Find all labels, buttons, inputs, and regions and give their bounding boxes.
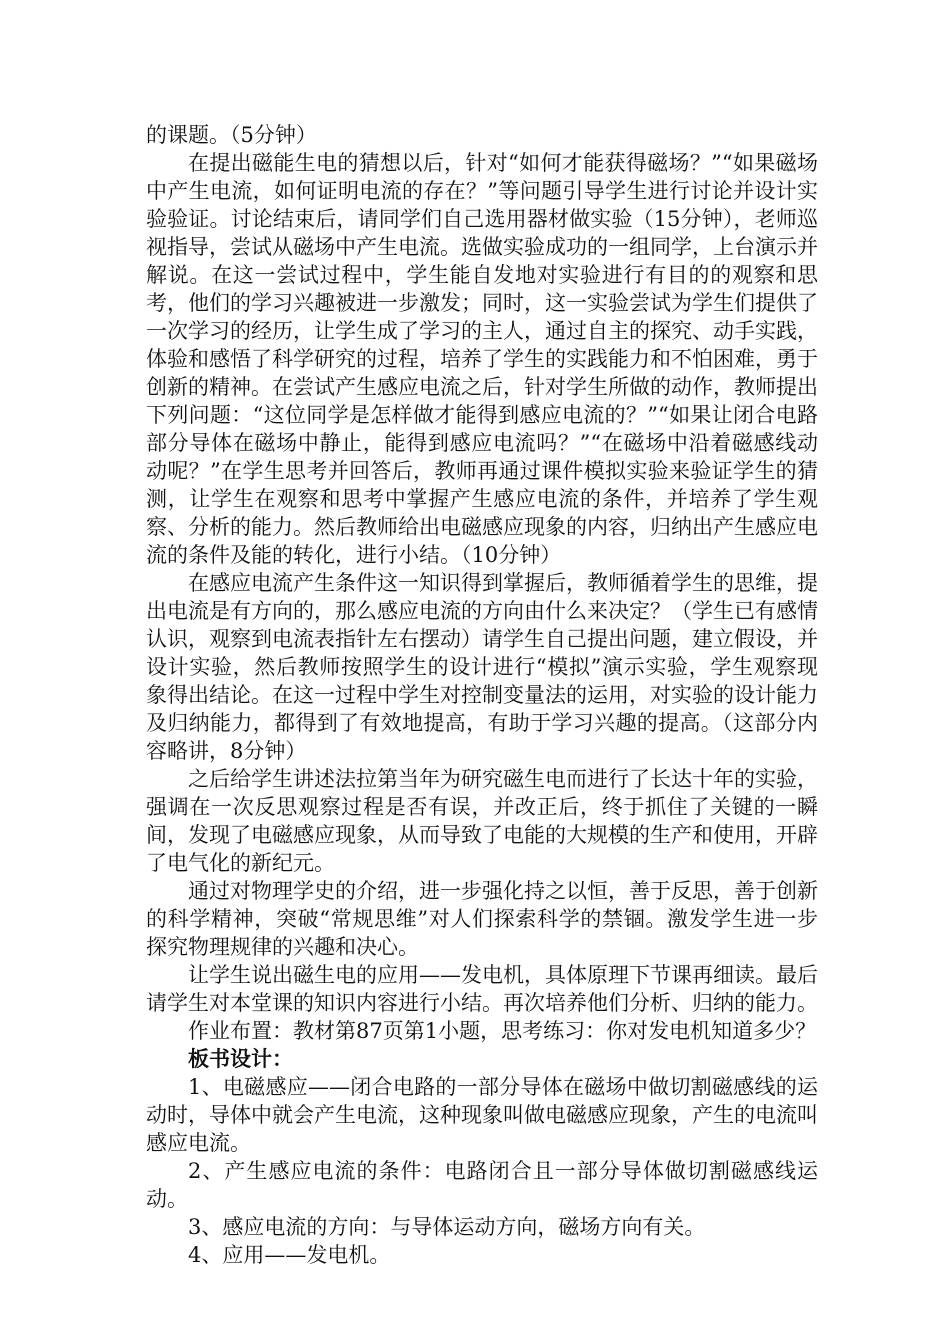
board-item-2: 2、产生感应电流的条件：电路闭合且一部分导体做切割磁感线运动。 [146, 1159, 818, 1211]
board-item-4: 4、应用——发电机。 [188, 1243, 391, 1267]
paragraph-faraday-history: 之后给学生讲述法拉第当年为研究磁生电而进行了长达十年的实验，强调在一次反思观察过程是否有误，并改正后，终于抓住了关键的一瞬间，发现了电磁感应现象，从而导致了电能的大规模的生产和使用，开辟了电气化的新纪元。 [146, 767, 818, 875]
paragraph-lesson-topic-end: 的课题。（5分钟） [146, 123, 317, 147]
paragraph-experiment-discussion: 在提出磁能生电的猜想以后，针对“如何才能获得磁场？”“如果磁场中产生电流，如何证明电流的存在？”等问题引导学生进行讨论并设计实验验证。讨论结束后，请同学们自己选用器材做实验（15分钟），老师巡视指导，尝试从磁场中产生电流。选做实验成功的一组同学，上台演示并解说。在这一尝试过程中，学生能自发地对实验进行有目的的观察和思考，他们的学习兴趣被进一步激发；同时，这一实验尝试为学生们提供了一次学习的经历，让学生成了学习的主人，通过自主的探究、动手实践，体验和感悟了科学研究的过程，培养了学生的实践能力和不怕困难，勇于创新的精神。在尝试产生感应电流之后，针对学生所做的动作，教师提出下列问题：“这位同学是怎样做才能得到感应电流的？”“如果让闭合电路部分导体在磁场中静止，能得到感应电流吗？”“在磁场中沿着磁感线动动呢？”在学生思考并回答后，教师再通过课件模拟实验来验证学生的猜测，让学生在观察和思考中掌握产生感应电流的条件，并培养了学生观察、分析的能力。然后教师给出电磁感应现象的内容，归纳出产生感应电流的条件及能的转化，进行小结。（10分钟） [146, 151, 818, 567]
paragraph-application-summary: 让学生说出磁生电的应用——发电机，具体原理下节课再细读。最后请学生对本堂课的知识内容进行小结。再次培养他们分析、归纳的能力。 [146, 963, 818, 1015]
board-item-3: 3、感应电流的方向：与导体运动方向，磁场方向有关。 [188, 1215, 706, 1239]
paragraph-homework: 作业布置：教材第87页第1小题，思考练习：你对发电机知道多少？ [188, 1019, 817, 1043]
document-page [146, 121, 818, 1269]
board-design-heading: 板书设计： [188, 1047, 293, 1071]
board-item-1: 1、电磁感应——闭合电路的一部分导体在磁场中做切割磁感线的运动时，导体中就会产生电流，这种现象叫做电磁感应现象，产生的电流叫感应电流。 [146, 1075, 818, 1155]
paragraph-scientific-spirit: 通过对物理学史的介绍，进一步强化持之以恒，善于反思，善于创新的科学精神，突破“常规思维”对人们探索科学的禁锢。激发学生进一步探究物理规律的兴趣和决心。 [146, 879, 818, 959]
paragraph-current-direction: 在感应电流产生条件这一知识得到掌握后，教师循着学生的思维，提出电流是有方向的，那么感应电流的方向由什么来决定？（学生已有感情认识，观察到电流表指针左右摆动）请学生自己提出问题，建立假设，并设计实验，然后教师按照学生的设计进行“模拟”演示实验，学生观察现象得出结论。在这一过程中学生对控制变量法的运用，对实验的设计能力及归纳能力，都得到了有效地提高，有助于学习兴趣的提高。（这部分内容略讲，8分钟） [146, 571, 818, 763]
